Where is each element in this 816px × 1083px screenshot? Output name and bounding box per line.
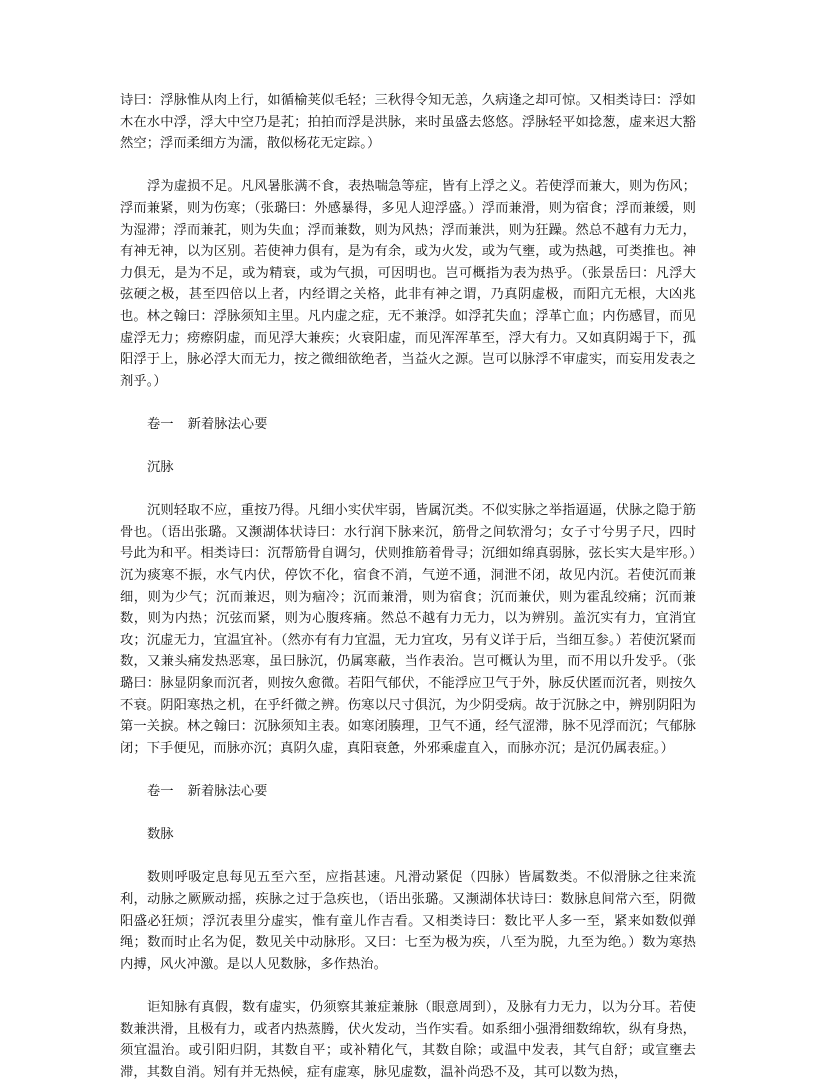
spacer [120,975,696,997]
section-title: 新着脉法心要 [187,784,268,799]
section-header [120,414,696,436]
paragraph-poem: 诗曰：浮脉惟从肉上行，如循榆荚似毛轻；三秋得令知无恙，久病逢之却可惊。又相类诗曰：浮如木在水中浮，浮大中空乃是芤；拍拍而浮是洪脉，来时虽盛去悠悠。浮脉轻平如捻葱，虚来迟大豁然空；浮而柔细方为濡，散似杨花无定踪。） [120,93,696,152]
paragraph-chen-pulse: 沉则轻取不应，重按乃得。凡细小实伏牢弱，皆属沉类。不似实脉之举指逼逼，伏脉之隐于筋骨也。（语出张璐。又濒湖体状诗曰：水行润下脉来沉，筋骨之间软滑匀；女子寸兮男子尺，四时号此为和平。相类诗曰：沉帮筋骨自调匀，伏则推筋着骨寻；沉细如绵真弱脉，弦长实大是牢形。）沉为痰寒不振，水气内伏，停饮不化，宿食不消，气逆不通，洞泄不闭，故见内沉。若使沉而兼细，则为少气；沉而兼迟，则为痼冷；沉而兼滑，则为宿食；沉而兼伏，则为霍乱绞痛；沉而兼数，则为内热；沉弦而紧，则为心腹疼痛。然总不越有力无力，以为辨别。盖沉实有力，宜消宜攻；沉虚无力，宜温宜补。（然亦有有力宜温，无力宜攻，另有义详于后，当细互参。）若使沉紧而数，又兼头痛发热恶寒，虽曰脉沉，仍属寒蔽，当作表治。岂可概认为里，而不用以升发乎。（张璐曰：脉显阴象而沉者，则按久愈微。若阳气郁伏，不能浮应卫气于外，脉反伏匿而沉者，则按久不衰。阴阳寒热之机，在乎纤微之辨。伤寒以尺寸俱沉，为少阴受病。故于沉脉之中，辨别阴阳为第一关捩。林之翰曰：沉脉须知主表。如寒闭腠理，卫气不通，经气涩滞，脉不见浮而沉；气郁脉闭；下手便见，而脉亦沉；真阴久虚，真阳衰惫，外邪乘虚直入，而脉亦沉；是沉仍属表症。） [120,503,696,756]
paragraph-shu-pulse: 数则呼吸定息每见五至六至，应指甚速。凡滑动紧促（四脉）皆属数类。不似滑脉之往来流利，动脉之厥厥动摇，疾脉之过于急疾也，（语出张璐。又濒湖体状诗曰：数脉息间常六至，阴微阳盛必狂烦；浮沉表里分虚实，惟有童儿作吉看。又相类诗曰：数比平人多一至，紧来如数似弹绳；数而时止名为促，数见关中动脉形。又曰：七至为极为疾，八至为脱，九至为绝。）数为寒热内搏，风火冲激。是以人见数脉，多作热治。 [120,870,696,972]
section-header [120,781,696,803]
spacer [120,803,696,825]
spacer [120,436,696,458]
spacer [120,155,696,177]
spacer [120,846,696,868]
subsection-title-shu: 数脉 [147,827,174,843]
paragraph-fu-pulse: 浮为虚损不足。凡风暑胀满不食，表热喘急等症，皆有上浮之义。若使浮而兼大，则为伤风；浮而兼紧，则为伤寒；（张璐曰：外感暴得，多见人迎浮盛。）浮而兼滑，则为宿食；浮而兼缓，则为湿滞；浮而兼芤，则为失血；浮而兼数，则为风热；浮而兼洪，则为狂躁。然总不越有力无力，有神无神，以为区别。若使神力俱有，是为有余，或为火发，或为气壅，或为热越，可类推也。神力俱无，是为不足，或为精衰，或为气损，可因明也。岂可概指为表为热乎。（张景岳曰：凡浮大弦硬之极，甚至四倍以上者，内经谓之关格，此非有神之谓，乃真阴虚极，而阳亢无根，大凶兆也。林之翰曰：浮脉须知主里。凡内虚之症，无不兼浮。如浮芤失血；浮革亡血；内伤感冒，而见虚浮无力；痨瘵阴虚，而见浮大兼疾；火衰阳虚，而见浑浑革至，浮大有力。又如真阴竭于下，孤阳浮于上，脉必浮大而无力，按之微细欲绝者，当益火之源。岂可以脉浮不审虚实，而妄用发表之剂乎。） [120,179,696,389]
paragraph-shu-pulse-cont: 讵知脉有真假，数有虚实，仍须察其兼症兼脉（眼意周到），及脉有力无力，以为分耳。若使数兼洪滑，且极有力，或者内热蒸腾，伏火发动，当作实看。如系细小强滑细数绵软，纵有身热，须宜温治。或引阳归阴，其数自平；或补精化气，其数自除；或温中发表，其气自舒；或宣壅去滞，其数自消。矧有并无热候，症有虚寒，脉见虚数，温补尚恐不及，其可以数为热， [120,999,696,1080]
volume-label: 卷一 [147,784,174,799]
spacer [120,759,696,781]
section-title: 新着脉法心要 [187,416,268,432]
spacer [120,392,696,414]
subsection-title-chen: 沉脉 [147,460,174,476]
volume-label: 卷一 [147,416,174,432]
document-page [120,90,696,1083]
spacer [120,479,696,501]
